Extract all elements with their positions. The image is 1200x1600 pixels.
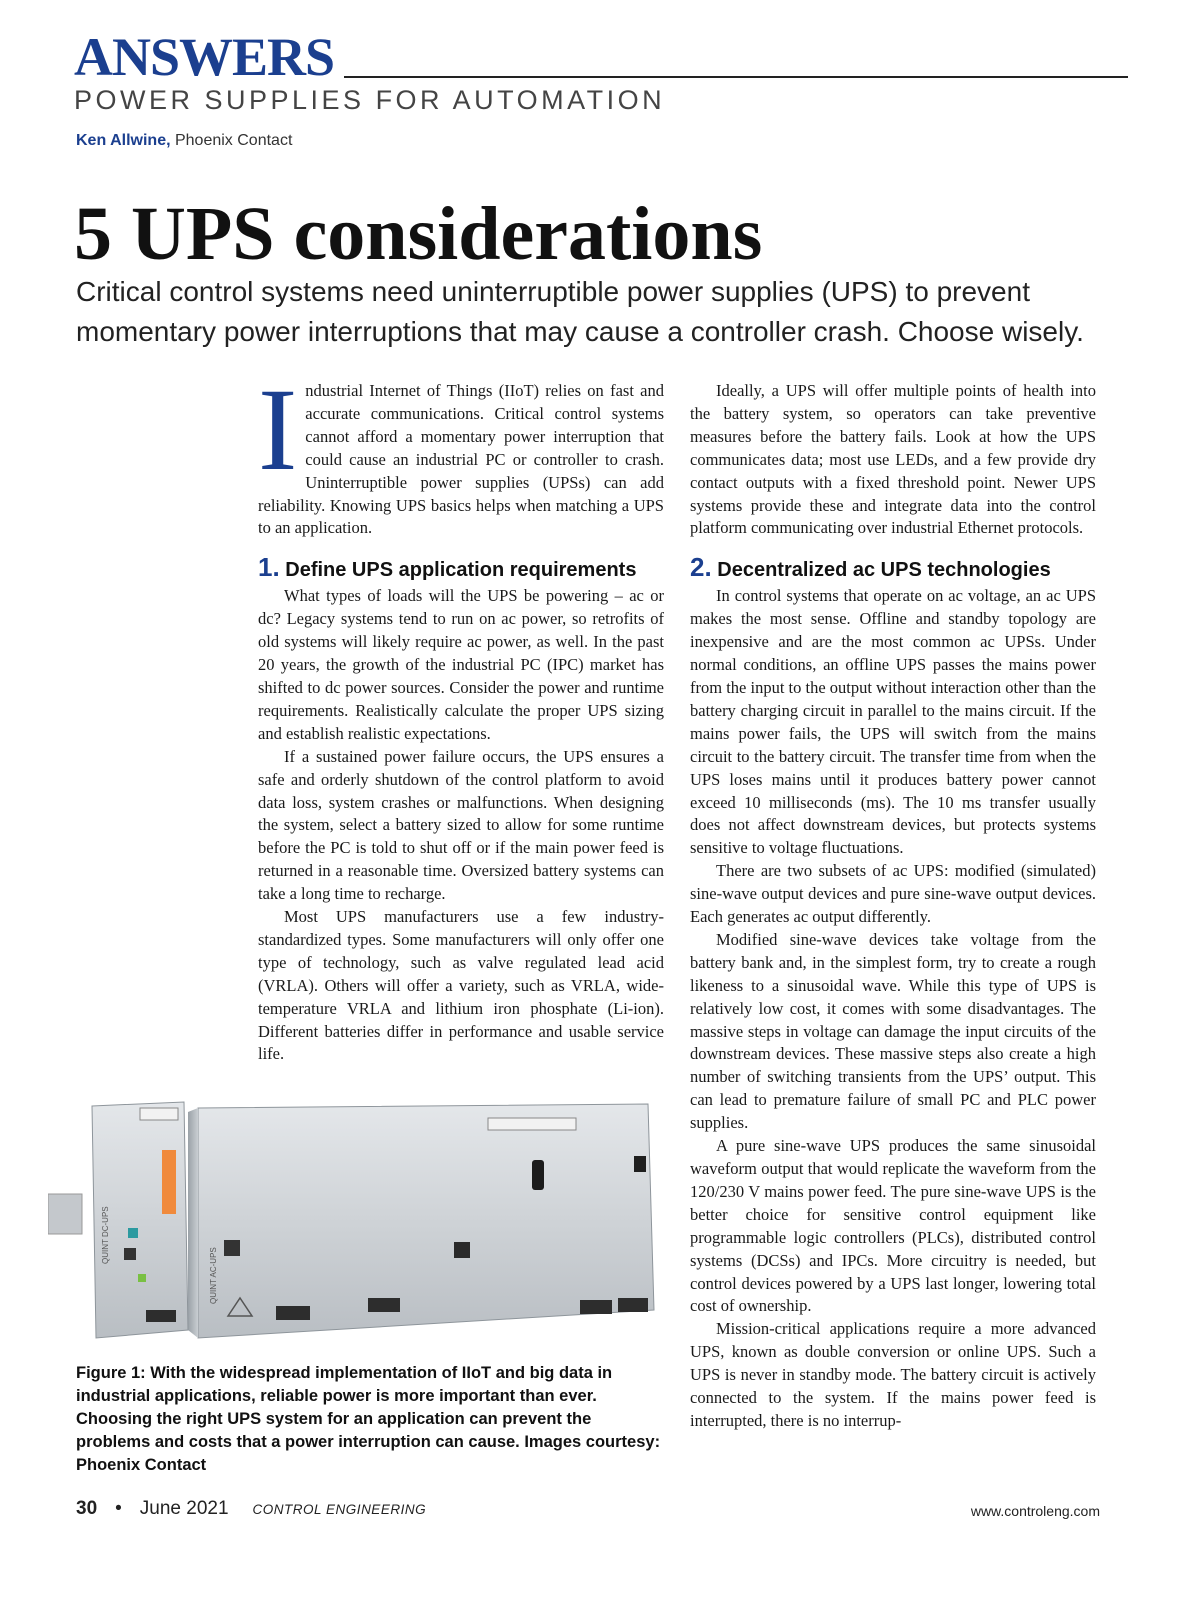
dc-top-terminals: [140, 1108, 178, 1120]
section1-paragraph-1: What types of loads will the UPS be powering – ac or dc? Legacy systems tend to run on ac power, so retrofits of old systems will likely require ac power, as well. In the past 20 years, the growth of the industrial PC (IPC) market has shifted to dc power sources. Consider the power and runtime requirements. Realistically calculate the proper UPS sizing and establish realistic expectations.: [258, 586, 664, 743]
publication-name: CONTROL ENGINEERING: [252, 1502, 427, 1517]
din-rail-clip: [48, 1194, 82, 1234]
section2-paragraph-3: Modified sine-wave devices take voltage from the battery bank and, in the simplest form, try to create a rough likeness to a sinusoidal wave. While this type of UPS is relatively low cost, it comes with some disadvantages. The massive steps in voltage can damage the input circuits of the downstream devices. These massive steps also create a high number of switching transients from the UPS’ output. This can lead to premature failure of small PC and PLC power supplies.: [690, 929, 1096, 1133]
body-column-right: [690, 380, 1096, 1433]
section-label: ANSWERS: [74, 27, 335, 87]
dc-device-label: QUINT DC-UPS: [101, 1206, 110, 1264]
dc-bottom-terminal: [146, 1310, 176, 1322]
output-terminal: [368, 1298, 400, 1312]
figure-caption: Figure 1: With the widespread implementation of IIoT and big data in industrial applications, reliable power is more important than ever. Choosing the right UPS system for an application can prevent the problems and costs that a power interruption can cause. Images courtesy: Phoenix Contact: [76, 1364, 661, 1474]
website-url[interactable]: www.controleng.com: [970, 1503, 1100, 1519]
footer-bullet: •: [115, 1498, 122, 1519]
body-column-left: [258, 364, 664, 1066]
section-heading-text-2: Decentralized ac UPS technologies: [717, 559, 1051, 582]
brand-logo-mark: [454, 1242, 470, 1258]
header-rule: [344, 76, 1128, 78]
dc-qr-code: [124, 1248, 136, 1260]
article-dek: Critical control systems need uninterruptible power supplies (UPS) to prevent momentary power interruptions that may cause a controller crash. Choose wisely.: [76, 276, 1084, 347]
section1-paragraph-3: Most UPS manufacturers use a few industry-standardized types. Some manufacturers will only offer one type of technology, such as valve regulated lead acid (VRLA). Others will offer a variety, such as VRLA, wide-temperature VRLA and lithium iron phosphate (Li-ion). Different batteries differ in performance and usable service life.: [258, 907, 664, 1064]
ac-ups-device: [188, 1104, 654, 1338]
intro-paragraph: [258, 364, 664, 540]
section-heading-text-1: Define UPS application requirements: [285, 559, 637, 582]
input-terminal: [276, 1306, 310, 1320]
ac-device-label: QUINT AC-UPS: [209, 1247, 218, 1304]
dc-ups-device: [92, 1102, 188, 1338]
drop-cap: I: [258, 364, 298, 495]
battery-terminal-2: [618, 1298, 648, 1312]
status-led-cyan: [128, 1228, 138, 1238]
signal-terminal-block: [162, 1150, 176, 1214]
product-photo: [48, 1094, 660, 1356]
footer-left: [76, 1498, 426, 1520]
page-number: 30: [76, 1498, 98, 1519]
section2-paragraph-5: Mission-critical applications require a more advanced UPS, known as double conversion or online UPS. Such a UPS is never in standby mode. The battery circuit is actively connected to the system. If the mains power feed is interrupted, there is no interrup-: [690, 1319, 1096, 1430]
section-heading-2: [690, 554, 1096, 583]
section-number-2: 2.: [690, 552, 712, 583]
section-heading-1: [258, 554, 664, 583]
network-port: [634, 1156, 646, 1172]
author-name: Ken Allwine,: [76, 132, 171, 149]
section2-paragraph-2: There are two subsets of ac UPS: modified (simulated) sine-wave output devices and pure sine-wave output devices. Each generates ac output differently.: [690, 861, 1096, 927]
top-terminal-strip: [488, 1118, 576, 1130]
author-affiliation: Phoenix Contact: [174, 132, 293, 149]
page-title: 5 UPS considerations: [74, 192, 763, 276]
usb-port: [532, 1160, 544, 1190]
section2-paragraph-1: In control systems that operate on ac voltage, an ac UPS makes the most sense. Offline and standby topology are inexpensive and are the most common ac UPSs. Under normal conditions, an offline UPS passes the mains power from the input to the output without interaction other than the battery charging circuit in parallel to the mains circuit. If the mains power fails, the UPS will switch from the mains circuit to the battery circuit. The transfer time from when the UPS loses mains until it produces battery power cannot exceed 10 milliseconds (ms). The 10 ms transfer usually does not affect downstream devices, but protects systems sensitive to voltage fluctuations.: [690, 586, 1096, 858]
status-led-green: [138, 1274, 146, 1282]
section-subtitle: POWER SUPPLIES FOR AUTOMATION: [74, 85, 666, 115]
qr-code: [224, 1240, 240, 1256]
section2-paragraph-4: A pure sine-wave UPS produces the same sinusoidal waveform output that would replicate the waveform from the 120/230 V mains power feed. The pure sine-wave UPS is the better choice for sensitive control equipment like programmable logic controllers (PLCs), distributed control systems (DCSs) and IPCs. More circuitry is needed, but control devices powered by a UPS last longer, lowering total cost of ownership.: [690, 1136, 1096, 1316]
section-number-1: 1.: [258, 552, 280, 583]
byline: [76, 132, 292, 150]
section1-paragraph-2: If a sustained power failure occurs, the UPS ensures a safe and orderly shutdown of the control platform to avoid data loss, system crashes or malfunctions. When designing the system, select a battery sized to allow for some runtime before the PC is told to shut off or if the main power feed is returned in a reasonable time. Oversized battery systems can take a long time to recharge.: [258, 746, 664, 904]
battery-terminal-1: [580, 1300, 612, 1314]
issue-date: June 2021: [139, 1498, 229, 1519]
intro-text: ndustrial Internet of Things (IIoT) relies on fast and accurate communications. Critical control systems cannot afford a momentary power interruption that could cause an industrial PC or controller to crash. Uninterruptible power supplies (UPSs) can add reliability. Knowing UPS basics helps when matching a UPS to an application.: [258, 381, 664, 538]
section1-paragraph-4: Ideally, a UPS will offer multiple points of health into the battery system, so operators can take preventive measures before the battery fails. Look at how the UPS communicates data; most use LEDs, and a few provide dry contact outputs with a fixed threshold point. Newer UPS systems provide these and integrate data into the control platform communicating over industrial Ethernet protocols.: [690, 381, 1096, 538]
